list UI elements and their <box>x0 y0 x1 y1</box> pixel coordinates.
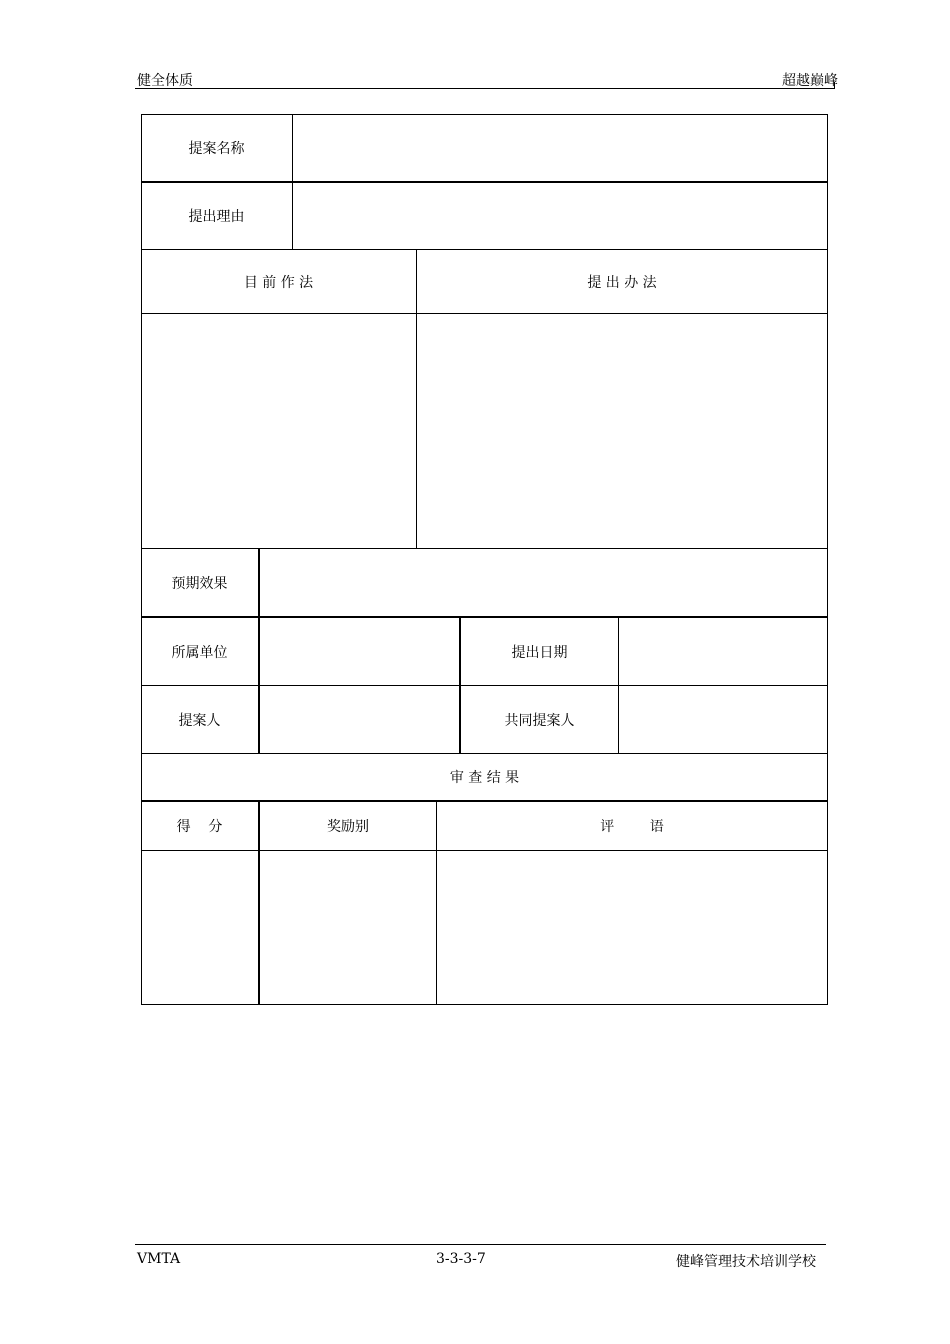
department-field[interactable] <box>260 618 459 685</box>
header-left-text: 健全体质 <box>137 73 193 89</box>
date-label: 提出日期 <box>511 644 568 661</box>
expected-effect-label: 预期效果 <box>171 575 228 592</box>
reason-field[interactable] <box>293 183 827 249</box>
reason-label: 提出理由 <box>188 209 245 225</box>
header-right-text: 超越巅峰 <box>782 73 838 89</box>
proposer-label: 提案人 <box>178 712 221 729</box>
current-method-label: 目 前 作 法 <box>243 274 314 291</box>
header-rule-tick <box>834 82 835 89</box>
expected-effect-field[interactable] <box>260 549 827 616</box>
proposed-method-label: 提 出 办 法 <box>587 274 657 291</box>
table-border-bottom <box>141 1004 828 1005</box>
date-field[interactable] <box>619 618 827 685</box>
comment-label: 评 语 <box>600 819 664 835</box>
proposer-field[interactable] <box>260 686 459 753</box>
footer-right-text: 健峰管理技术培训学校 <box>676 1254 816 1270</box>
department-label: 所属单位 <box>171 644 228 661</box>
proposal-name-field[interactable] <box>293 114 827 181</box>
score-field[interactable] <box>141 851 258 1004</box>
proposed-method-field[interactable] <box>417 314 827 548</box>
co-proposer-label: 共同提案人 <box>504 712 575 729</box>
review-result-label: 审 查 结 果 <box>449 770 520 786</box>
table-border-right <box>827 114 828 1005</box>
score-label: 得 分 <box>176 819 223 835</box>
current-method-field[interactable] <box>141 314 416 548</box>
footer-rule <box>135 1244 826 1245</box>
proposal-name-label: 提案名称 <box>188 140 245 157</box>
footer-page-code: 3-3-3-7 <box>436 1251 486 1267</box>
comment-field[interactable] <box>437 851 827 1004</box>
footer-left-text: VMTA <box>137 1251 181 1267</box>
reward-label: 奖励别 <box>327 819 369 835</box>
proposal-form-table <box>141 114 828 1005</box>
header-rule <box>135 88 835 89</box>
co-proposer-field[interactable] <box>619 686 827 753</box>
reward-field[interactable] <box>260 851 436 1004</box>
